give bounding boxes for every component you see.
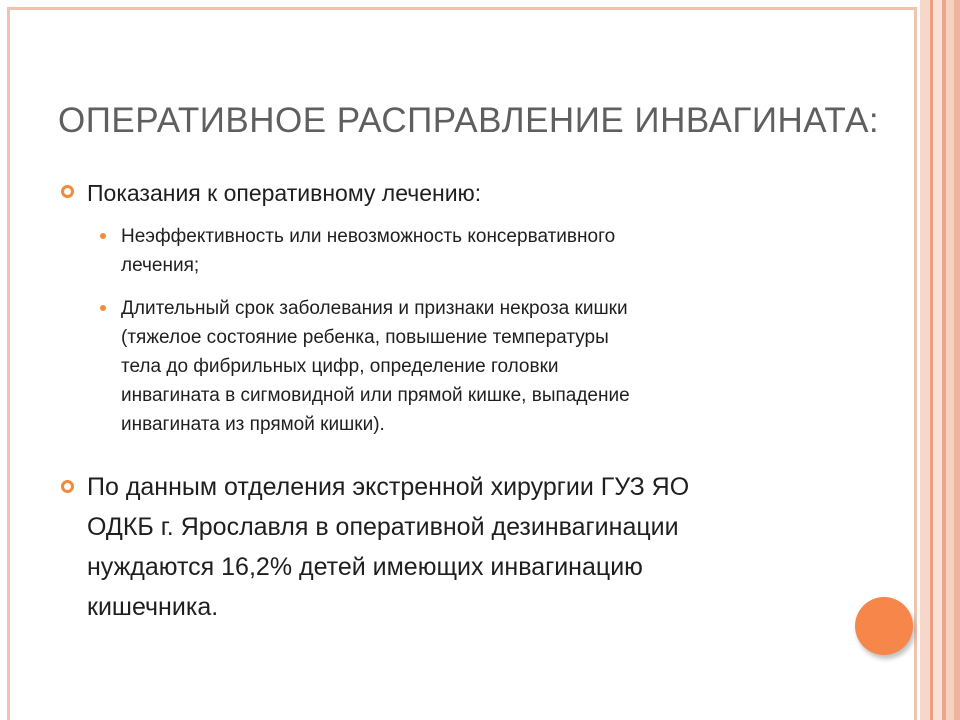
dot-bullet-icon xyxy=(100,305,106,311)
decorative-stripes xyxy=(920,0,960,720)
sub-bullet-text: Длительный срок заболевания и признаки некроза кишки (тяжелое состояние ребенка, повышение температуры тела до фибрильных цифр, определение головки инвагината в сигмовидной или прямой кишке, выпадение инвагината из прямой кишки). xyxy=(121,298,630,435)
slide-title: ОПЕРАТИВНОЕ РАСПРАВЛЕНИЕ ИНВАГИНАТА: xyxy=(58,101,880,140)
sub-bullet-text: Неэффективность или невозможность консервативного лечения; xyxy=(121,226,616,276)
decorative-circle xyxy=(855,597,913,655)
bullet-text: По данным отделения экстренной хирургии ГУЗ ЯО ОДКБ г. Ярославля в оперативной дезинвагинации нуждаются 16,2% детей имеющих инвагинацию кишечника. xyxy=(87,473,690,621)
bullet-text: Показания к оперативному лечению: xyxy=(87,180,482,206)
dot-bullet-icon xyxy=(100,233,106,239)
ring-bullet-icon xyxy=(61,480,74,493)
ring-bullet-icon xyxy=(61,185,74,198)
